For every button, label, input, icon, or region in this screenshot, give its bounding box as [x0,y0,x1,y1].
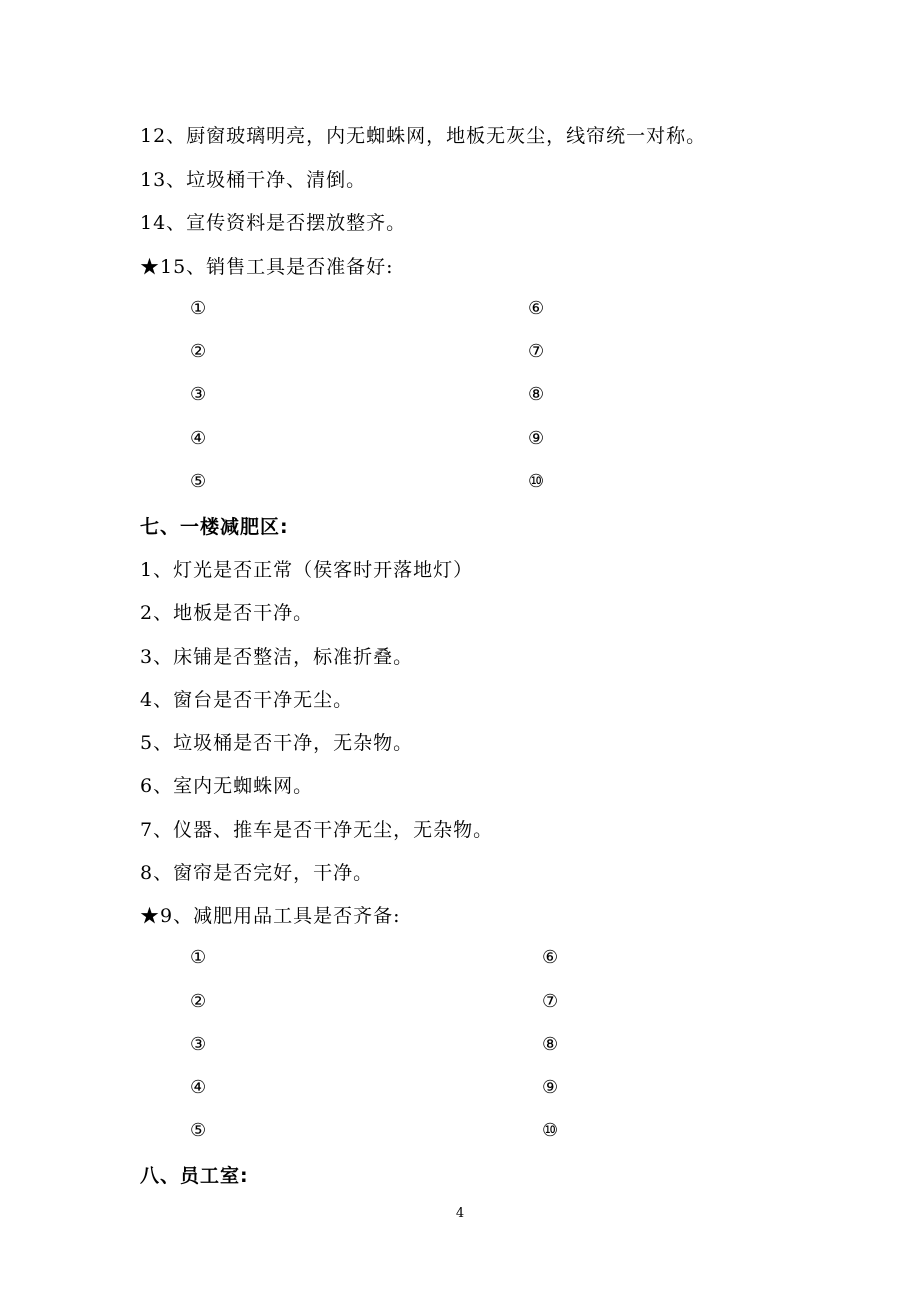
sales-tool-2: ② [190,341,207,362]
diet-tool-8: ⑧ [542,1034,559,1055]
sales-tool-4: ④ [190,428,207,449]
sales-tool-5: ⑤ [190,471,207,492]
section-seven-item-5: 5、垃圾桶是否干净，无杂物。 [140,732,414,754]
section-seven-item-1: 1、灯光是否正常（侯客时开落地灯） [140,559,474,581]
sales-tool-9: ⑨ [528,428,545,449]
page-number: 4 [455,1206,465,1221]
diet-tool-2: ② [190,991,207,1012]
section-seven-item-6: 6、室内无蜘蛛网。 [140,775,314,797]
section-seven-item-2: 2、地板是否干净。 [140,602,314,624]
diet-tool-4: ④ [190,1077,207,1098]
diet-tool-1: ① [190,947,207,968]
diet-tool-3: ③ [190,1034,207,1055]
item-12: 12、厨窗玻璃明亮，内无蜘蛛网，地板无灰尘，线帘统一对称。 [140,125,707,147]
diet-tool-10: ⑩ [542,1120,559,1141]
sales-tool-6: ⑥ [528,298,545,319]
section-seven-item-7: 7、仪器、推车是否干净无尘，无杂物。 [140,819,494,841]
section-seven-item-4: 4、窗台是否干净无尘。 [140,689,354,711]
item-15-sales-tools: ★15、销售工具是否准备好: [140,256,394,278]
diet-tool-7: ⑦ [542,991,559,1012]
section-seven-item-3: 3、床铺是否整洁，标准折叠。 [140,646,414,668]
section-seven-heading: 七、一楼减肥区: [140,516,289,538]
section-seven-item-9-tools: ★9、减肥用品工具是否齐备: [140,905,401,927]
section-seven-item-8: 8、窗帘是否完好，干净。 [140,862,374,884]
sales-tool-3: ③ [190,384,207,405]
sales-tool-1: ① [190,298,207,319]
diet-tool-5: ⑤ [190,1120,207,1141]
diet-tool-6: ⑥ [542,947,559,968]
sales-tool-7: ⑦ [528,341,545,362]
sales-tool-8: ⑧ [528,384,545,405]
section-eight-heading: 八、员工室: [140,1165,249,1187]
sales-tool-10: ⑩ [528,471,545,492]
item-14: 14、宣传资料是否摆放整齐。 [140,212,407,234]
item-13: 13、垃圾桶干净、清倒。 [140,169,367,191]
diet-tool-9: ⑨ [542,1077,559,1098]
